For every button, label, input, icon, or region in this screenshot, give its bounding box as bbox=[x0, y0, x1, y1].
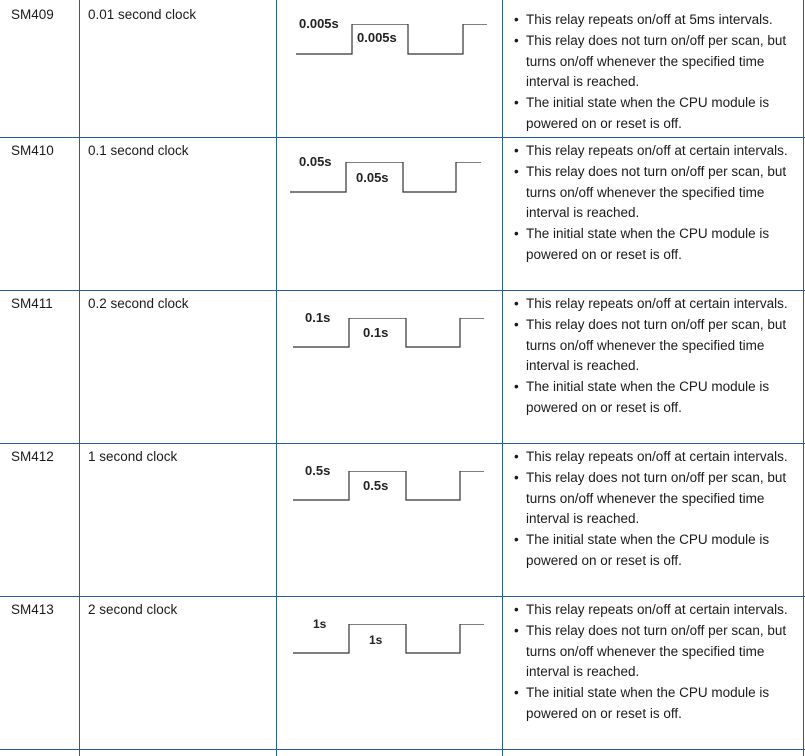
period-label-off: 0.05s bbox=[299, 154, 332, 169]
period-label-on: 1s bbox=[369, 633, 383, 647]
description-list bbox=[512, 447, 797, 572]
period-label-off: 0.005s bbox=[299, 16, 339, 31]
description-list bbox=[512, 294, 797, 419]
table-row bbox=[0, 0, 805, 143]
period-label-off: 1s bbox=[313, 617, 327, 631]
table-row bbox=[0, 137, 805, 290]
relay-number: SM412 bbox=[11, 449, 54, 464]
description-item: • This relay does not turn on/off per scan, but turns on/off whenever the specified time interval is reached. bbox=[512, 621, 797, 683]
description-list bbox=[512, 141, 797, 266]
clock-waveform bbox=[286, 154, 496, 222]
waveform-svg bbox=[286, 318, 496, 378]
description-item: • This relay does not turn on/off per scan, but turns on/off whenever the specified time interval is reached. bbox=[512, 162, 797, 224]
waveform-svg bbox=[286, 624, 496, 684]
table-row bbox=[0, 290, 805, 443]
description-item: • The initial state when the CPU module is powered on or reset is off. bbox=[512, 224, 797, 266]
clock-waveform bbox=[286, 617, 496, 684]
relay-name: 0.2 second clock bbox=[88, 296, 189, 311]
table-row bbox=[0, 596, 805, 749]
relay-number: SM409 bbox=[11, 7, 54, 22]
period-label-on: 0.1s bbox=[363, 325, 389, 340]
period-label-off: 0.1s bbox=[305, 310, 331, 325]
description-list bbox=[512, 600, 797, 725]
description-item: • The initial state when the CPU module is powered on or reset is off. bbox=[512, 530, 797, 572]
waveform-svg bbox=[286, 162, 496, 222]
description-item: • The initial state when the CPU module is powered on or reset is off. bbox=[512, 93, 797, 135]
description-item: • The initial state when the CPU module is powered on or reset is off. bbox=[512, 683, 797, 725]
clock-waveform bbox=[286, 463, 496, 531]
description-item: • This relay does not turn on/off per scan, but turns on/off whenever the specified time interval is reached. bbox=[512, 31, 797, 93]
clock-waveform bbox=[286, 16, 496, 84]
description-item: • This relay repeats on/off at 5ms intervals. bbox=[512, 10, 797, 31]
description-item: • The initial state when the CPU module is powered on or reset is off. bbox=[512, 377, 797, 419]
period-label-off: 0.5s bbox=[305, 463, 331, 478]
clock-waveform bbox=[286, 310, 496, 378]
description-item: • This relay does not turn on/off per scan, but turns on/off whenever the specified time interval is reached. bbox=[512, 315, 797, 377]
relay-number: SM411 bbox=[11, 296, 53, 311]
period-label-on: 0.5s bbox=[363, 478, 389, 493]
table-row bbox=[0, 443, 805, 596]
waveform-svg bbox=[286, 471, 496, 531]
description-item: • This relay does not turn on/off per scan, but turns on/off whenever the specified time interval is reached. bbox=[512, 468, 797, 530]
relay-name: 0.01 second clock bbox=[88, 7, 197, 22]
row-divider bbox=[0, 749, 805, 750]
relay-name: 1 second clock bbox=[88, 449, 178, 464]
relay-number: SM413 bbox=[11, 602, 54, 617]
relay-name: 0.1 second clock bbox=[88, 143, 189, 158]
description-item: • This relay repeats on/off at certain intervals. bbox=[512, 600, 797, 621]
description-item: • This relay repeats on/off at certain intervals. bbox=[512, 447, 797, 468]
period-label-on: 0.005s bbox=[357, 30, 397, 45]
period-label-on: 0.05s bbox=[356, 170, 389, 185]
relay-number: SM410 bbox=[11, 143, 54, 158]
description-item: • This relay repeats on/off at certain intervals. bbox=[512, 294, 797, 315]
description-list bbox=[512, 10, 797, 135]
description-item: • This relay repeats on/off at certain intervals. bbox=[512, 141, 797, 162]
relay-name: 2 second clock bbox=[88, 602, 178, 617]
